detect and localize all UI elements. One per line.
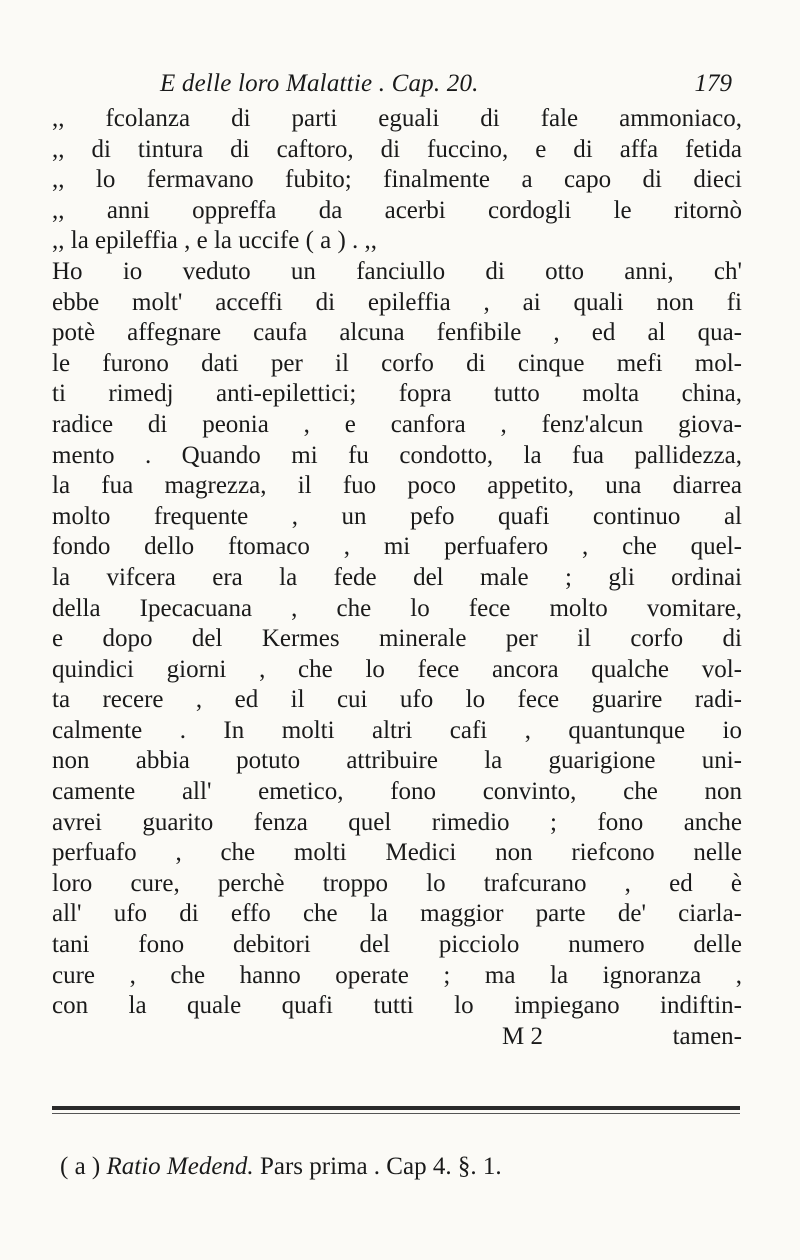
text-line: quindici giorni , che lo fece ancora qualche vol- xyxy=(52,655,742,683)
rule-thick xyxy=(52,1106,740,1110)
text-line: ,, la epileffia , e la uccife ( a ) . ,, xyxy=(52,227,378,255)
catchword: tamen- xyxy=(672,1022,742,1050)
signature-line xyxy=(52,1022,742,1053)
text-line: molto frequente , un pefo quafi continuo al xyxy=(52,502,742,530)
text-line: ti rimedj anti-epilettici; fopra tutto molta china, xyxy=(52,380,742,408)
body-text xyxy=(52,104,742,1052)
running-head xyxy=(160,70,740,104)
text-line: Ho io veduto un fanciullo di otto anni, ch' xyxy=(52,257,742,285)
text-line: calmente . In molti altri cafi , quantunque io xyxy=(52,716,742,744)
footnote xyxy=(60,1150,740,1184)
text-line: mento . Quando mi fu condotto, la fua pallidezza, xyxy=(52,441,742,469)
text-line: perfuafo , che molti Medici non riefcono nelle xyxy=(52,839,742,867)
page-number: 179 xyxy=(694,70,732,97)
rule-thin xyxy=(52,1113,740,1114)
text-line: cure , che hanno operate ; ma la ignoranza , xyxy=(52,961,742,989)
footnote-source: Ratio Medend. xyxy=(106,1153,254,1180)
text-line: radice di peonia , e canfora , fenz'alcun giova- xyxy=(52,410,742,438)
text-line: ,, fcolanza di parti eguali di fale ammoniaco, xyxy=(52,105,742,132)
text-line: con la quale quafi tutti lo impiegano indiftin- xyxy=(52,992,742,1020)
text-line: fondo dello ftomaco , mi perfuafero , che quel- xyxy=(52,533,742,561)
text-line: la vifcera era la fede del male ; gli ordinai xyxy=(52,563,742,591)
text-line: e dopo del Kermes minerale per il corfo di xyxy=(52,625,742,653)
text-line: ,, anni oppreffa da acerbi cordogli le ritornò xyxy=(52,196,742,224)
text-line: avrei guarito fenza quel rimedio ; fono anche xyxy=(52,808,742,836)
text-line: le furono dati per il corfo di cinque mefi mol- xyxy=(52,349,742,377)
footnote-rule xyxy=(52,1106,740,1116)
text-line: camente all' emetico, fono convinto, che non xyxy=(52,778,742,806)
text-line: non abbia potuto attribuire la guarigione uni- xyxy=(52,747,742,775)
signature-mark: M 2 xyxy=(502,1022,543,1050)
text-line: ,, di tintura di caftoro, di fuccino, e di affa fetida xyxy=(52,135,742,163)
text-line: loro cure, perchè troppo lo trafcurano , ed è xyxy=(52,869,742,897)
footnote-reference: Pars prima . Cap 4. §. 1. xyxy=(259,1153,502,1180)
text-line: all' ufo di effo che la maggior parte de' ciarla- xyxy=(52,900,742,928)
text-line: la fua magrezza, il fuo poco appetito, una diarrea xyxy=(52,472,742,500)
text-line: della Ipecacuana , che lo fece molto vomitare, xyxy=(52,594,742,622)
text-line: tani fono debitori del picciolo numero delle xyxy=(52,931,742,959)
text-line: ta recere , ed il cui ufo lo fece guarire radi- xyxy=(52,686,742,714)
text-line: potè affegnare caufa alcuna fenfibile , ed al qua- xyxy=(52,319,742,347)
running-head-title: E delle loro Malattie . Cap. 20. xyxy=(160,70,479,97)
footnote-marker: ( a ) xyxy=(60,1153,101,1180)
text-line: ebbe molt' acceffi di epileffia , ai quali non fi xyxy=(52,288,742,316)
text-line: ,, lo fermavano fubito; finalmente a capo di dieci xyxy=(52,166,742,194)
